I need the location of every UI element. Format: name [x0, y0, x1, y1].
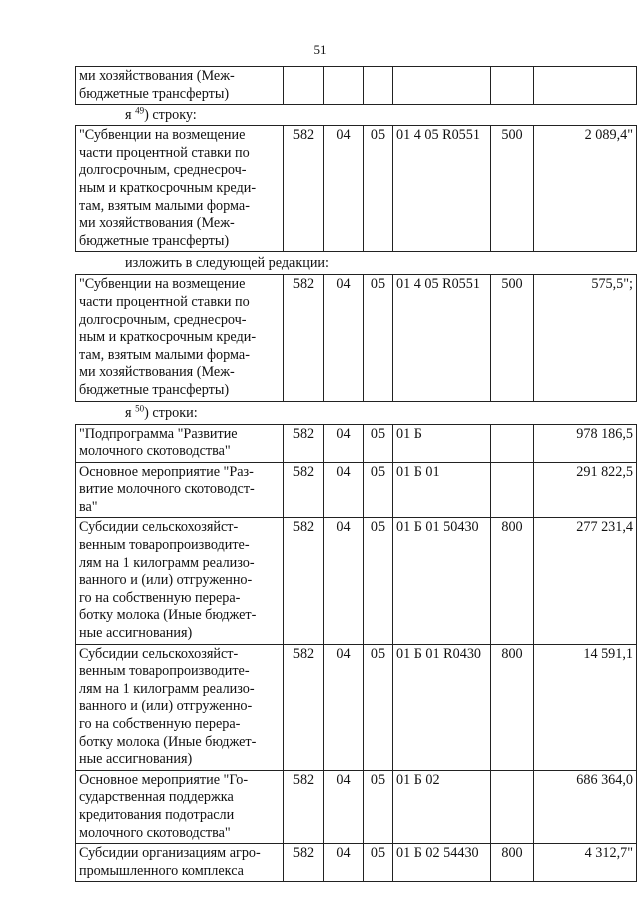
grbs-code-cell: 582: [284, 462, 324, 518]
target-article-cell: 01 Б 01: [393, 462, 491, 518]
note-text: изложить в следующей редакции:: [125, 255, 329, 272]
subsection-code-cell: 05: [364, 644, 393, 770]
section-code-cell: 04: [324, 644, 364, 770]
item-name-cell: Субсидии организациям агро- промышленного комплекса: [76, 844, 284, 882]
subsection-code-cell: 05: [364, 518, 393, 644]
subsection-code-cell: [364, 67, 393, 105]
grbs-code-cell: 582: [284, 126, 324, 252]
subsection-code-cell: 05: [364, 424, 393, 462]
amendment-note: [75, 105, 636, 125]
target-article-cell: [393, 67, 491, 105]
amount-cell: 575,5";: [534, 275, 637, 401]
expense-type-cell: 800: [491, 644, 534, 770]
expense-type-cell: [491, 67, 534, 105]
expense-type-cell: 500: [491, 275, 534, 401]
subsection-code-cell: 05: [364, 770, 393, 843]
subsection-code-cell: 05: [364, 844, 393, 882]
amount-cell: 291 822,5: [534, 462, 637, 518]
item-name-cell: "Подпрограмма "Развитие молочного скотоводства": [76, 424, 284, 462]
document-body: [75, 66, 636, 882]
amendment-note: [75, 252, 636, 274]
budget-table: [75, 424, 637, 883]
note-text: я: [125, 404, 136, 421]
section-code-cell: 04: [324, 770, 364, 843]
item-name-cell: Основное мероприятие "Раз- витие молочного скотоводст- ва": [76, 462, 284, 518]
table-row: [76, 275, 637, 401]
expense-type-cell: [491, 462, 534, 518]
grbs-code-cell: [284, 67, 324, 105]
expense-type-cell: 500: [491, 126, 534, 252]
target-article-cell: 01 Б 01 R0430: [393, 644, 491, 770]
table-row: [76, 126, 637, 252]
budget-table: [75, 125, 637, 252]
page-number: 51: [313, 42, 327, 57]
section-code-cell: 04: [324, 844, 364, 882]
table-row: [76, 844, 637, 882]
target-article-cell: 01 Б 02 54430: [393, 844, 491, 882]
note-text-suffix: ) строку:: [144, 107, 197, 124]
target-article-cell: 01 Б: [393, 424, 491, 462]
table-row: [76, 518, 637, 644]
grbs-code-cell: 582: [284, 275, 324, 401]
subsection-code-cell: 05: [364, 462, 393, 518]
table-row: [76, 67, 637, 105]
amount-cell: 277 231,4: [534, 518, 637, 644]
amount-cell: 2 089,4": [534, 126, 637, 252]
expense-type-cell: [491, 424, 534, 462]
section-code-cell: [324, 67, 364, 105]
target-article-cell: 01 4 05 R0551: [393, 275, 491, 401]
section-code-cell: 04: [324, 518, 364, 644]
section-code-cell: 04: [324, 462, 364, 518]
amendment-note: [75, 402, 636, 424]
table-row: [76, 424, 637, 462]
table-row: [76, 770, 637, 843]
item-name-cell: Субсидии сельскохозяйст- венным товаропроизводите- лям на 1 килограмм реализо- ванного и (или) отгруженно- го на собственную перера- ботку молока (Иные бюджет- ные ассигнования): [76, 644, 284, 770]
budget-table: [75, 66, 637, 105]
target-article-cell: 01 Б 02: [393, 770, 491, 843]
amount-cell: [534, 67, 637, 105]
item-name-cell: "Субвенции на возмещение части процентной ставки по долгосрочным, среднесроч- ным и краткосрочным креди- там, взятым малыми форма- ми хозяйствования (Меж- бюджетные трансферты): [76, 126, 284, 252]
subsection-code-cell: 05: [364, 126, 393, 252]
item-name-cell: Основное мероприятие "Го- сударственная поддержка кредитования подотрасли молочного скотоводства": [76, 770, 284, 843]
grbs-code-cell: 582: [284, 770, 324, 843]
grbs-code-cell: 582: [284, 644, 324, 770]
expense-type-cell: [491, 770, 534, 843]
subsection-code-cell: 05: [364, 275, 393, 401]
amount-cell: 14 591,1: [534, 644, 637, 770]
budget-table: [75, 274, 637, 401]
section-code-cell: 04: [324, 424, 364, 462]
item-name-cell: "Субвенции на возмещение части процентной ставки по долгосрочным, среднесроч- ным и краткосрочным креди- там, взятым малыми форма- ми хозяйствования (Меж- бюджетные трансферты): [76, 275, 284, 401]
target-article-cell: 01 Б 01 50430: [393, 518, 491, 644]
note-footnote-number: 49: [135, 105, 145, 116]
amount-cell: 686 364,0: [534, 770, 637, 843]
amount-cell: 4 312,7": [534, 844, 637, 882]
note-text-suffix: ) строки:: [144, 404, 198, 421]
grbs-code-cell: 582: [284, 844, 324, 882]
grbs-code-cell: 582: [284, 424, 324, 462]
item-name-cell: ми хозяйствования (Меж- бюджетные трансферты): [76, 67, 284, 105]
target-article-cell: 01 4 05 R0551: [393, 126, 491, 252]
expense-type-cell: 800: [491, 844, 534, 882]
note-footnote-number: 50: [135, 402, 145, 413]
section-code-cell: 04: [324, 275, 364, 401]
grbs-code-cell: 582: [284, 518, 324, 644]
note-text: я: [125, 107, 136, 124]
amount-cell: 978 186,5: [534, 424, 637, 462]
section-code-cell: 04: [324, 126, 364, 252]
item-name-cell: Субсидии сельскохозяйст- венным товаропроизводите- лям на 1 килограмм реализо- ванного и (или) отгруженно- го на собственную перера- ботку молока (Иные бюджет- ные ассигнования): [76, 518, 284, 644]
expense-type-cell: 800: [491, 518, 534, 644]
table-row: [76, 462, 637, 518]
table-row: [76, 644, 637, 770]
